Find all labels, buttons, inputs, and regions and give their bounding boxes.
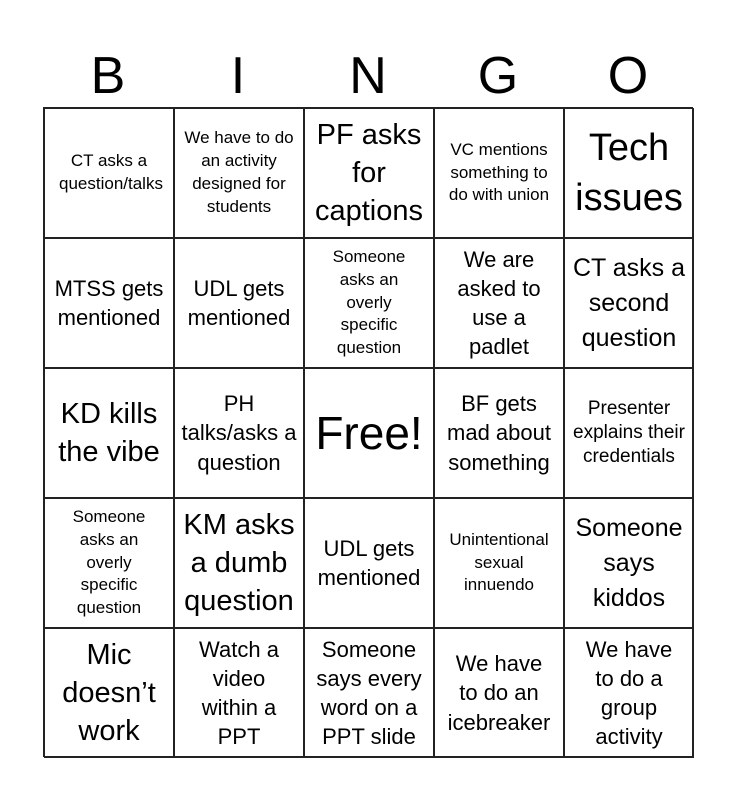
cell-text: PF asks for captions: [314, 118, 423, 228]
header-letter-o: O: [607, 47, 649, 105]
cell-text: Watch a video within a PPT: [199, 636, 279, 750]
cell-text: BF gets mad about something: [447, 391, 551, 475]
header-letter-g: G: [477, 47, 519, 105]
bingo-cell[interactable]: [564, 108, 694, 238]
cell-text: KD kills the vibe: [58, 397, 160, 468]
bingo-cell[interactable]: [304, 498, 434, 628]
free-space: Free!: [315, 407, 423, 459]
cell-text: UDL gets mentioned: [317, 535, 421, 590]
header-letter-n: N: [349, 47, 387, 105]
bingo-cell[interactable]: [174, 238, 304, 368]
cell-text: Someone says kiddos: [575, 513, 683, 612]
bingo-cell[interactable]: [44, 108, 174, 238]
bingo-cell[interactable]: [304, 108, 434, 238]
cell-text: KM asks a dumb question: [183, 508, 295, 618]
bingo-cell[interactable]: [434, 498, 564, 628]
cell-text: Someone asks an overly specific question: [332, 246, 406, 358]
bingo-cell[interactable]: [44, 498, 174, 628]
cell-text: CT asks a question/talks: [59, 151, 163, 193]
bingo-cell[interactable]: [564, 238, 694, 368]
bingo-cell[interactable]: [44, 238, 174, 368]
cell-text: VC mentions something to do with union: [448, 139, 550, 205]
cell-text: We have to do a group activity: [585, 636, 673, 750]
bingo-cell[interactable]: [564, 498, 694, 628]
bingo-cell[interactable]: [174, 368, 304, 498]
bingo-cell[interactable]: [44, 628, 174, 758]
bingo-cell[interactable]: [174, 108, 304, 238]
bingo-cell[interactable]: [434, 238, 564, 368]
bingo-board: [43, 107, 693, 757]
bingo-cell[interactable]: [304, 628, 434, 758]
cell-text: Mic doesn’t work: [62, 638, 156, 748]
cell-text: Unintentional sexual innuendo: [449, 529, 549, 595]
bingo-header: [43, 48, 693, 104]
cell-text: MTSS gets mentioned: [54, 275, 164, 330]
cell-text: We have to do an activity designed for students: [184, 128, 294, 216]
bingo-cell[interactable]: [434, 628, 564, 758]
header-letter-b: B: [90, 47, 126, 105]
header-letter-i: I: [230, 47, 246, 105]
bingo-cell[interactable]: [564, 628, 694, 758]
bingo-cell[interactable]: [304, 238, 434, 368]
cell-text: Presenter explains their credentials: [573, 398, 685, 467]
bingo-cell[interactable]: [174, 498, 304, 628]
cell-text: Someone says every word on a PPT slide: [316, 636, 422, 750]
cell-text: CT asks a second question: [572, 253, 686, 352]
cell-text: We are asked to use a padlet: [457, 246, 541, 360]
bingo-cell[interactable]: [564, 368, 694, 498]
cell-text: UDL gets mentioned: [187, 275, 291, 330]
cell-text: We have to do an icebreaker: [447, 651, 551, 735]
cell-text: Someone asks an overly specific question: [72, 506, 146, 618]
cell-text: Tech issues: [575, 126, 683, 219]
bingo-cell[interactable]: [174, 628, 304, 758]
bingo-cell[interactable]: [44, 368, 174, 498]
bingo-cell[interactable]: [434, 368, 564, 498]
bingo-cell[interactable]: [434, 108, 564, 238]
cell-text: PH talks/asks a question: [181, 391, 297, 475]
bingo-cell[interactable]: [304, 368, 434, 498]
